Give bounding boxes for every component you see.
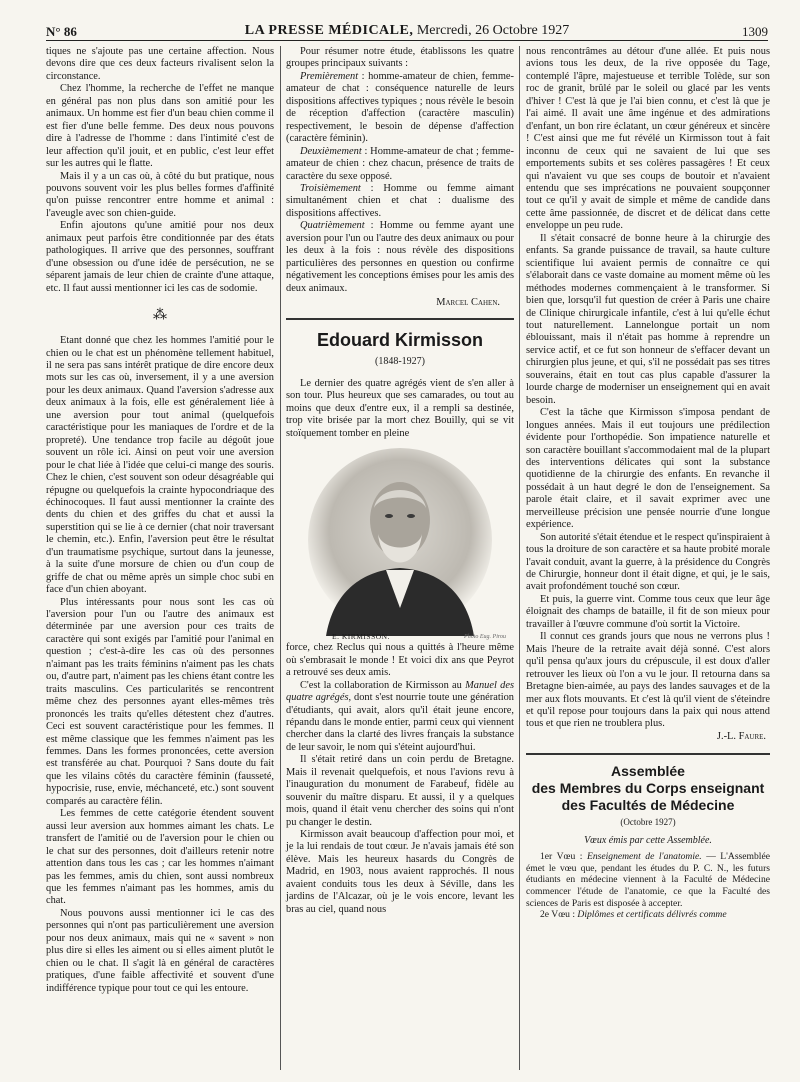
paragraph: Nous pouvons aussi mentionner ici le cas des personnes qui n'ont pas particulièrement une aversion pour nos deux animaux, mais qui ne « savent » non plus dire si elles les aiment ou si elles aiment plutôt le chien ou le chat. Il s'agit là en général de caractères pratiques, d'une faible affectivité et souvent d'une indifférence typique pour tout ce qui les entoure. (46, 907, 274, 994)
author-signature: Marcel Cahen. (436, 297, 500, 309)
column-divider (280, 46, 281, 1070)
group-item (286, 220, 514, 295)
resolution-item (526, 851, 770, 909)
resolution-text: — L'Assemblée émet le vœu que, pendant les études du P. C. N., les futurs étudiants en médecine viennent à la Faculté de Médecine commencer l'étude de l'anatomie, ce que la Faculté des sciences de Paris est disposée à accepter. (526, 851, 770, 909)
paragraph: Il connut ces grands jours que nous ne verrons plus ! Mais l'heure de la retraite avait déjà sonné. C'est alors qu'il pensa qu'aux jours du crépuscule, il est doux d'aller retrouver les lieux où l'on a vu le jour. Il retourna dans sa Bretagne bien-aimée, au pays des landes sauvages et de la mer aux flots mouvants. Et c'est là qu'il vient de s'éteindre et qu'il repose pour toujours dans la paix qui nous attend tous et que rien ne troublera plus. (526, 631, 770, 730)
group-text: : homme-amateur de chien, femme-amateur de chat : conséquence naturelle de leurs dispositions affectives typiques ; nous révèle le besoin de réception d'affection (caractère masculin) respectivement, le besoin de dépense d'affection (caractère féminin). (286, 70, 514, 145)
paragraph: Etant donné que chez les hommes l'amitié pour le chien ou le chat est un phénomène tellement habituel, il ne sera pas sans intérêt pratique de dire encore deux mots sur les cas où, inversement, il y a une aversion pour les deux animaux. Quand l'aversion s'adresse aux deux animaux à la fois, elle est généralement liée à une aversion pour tout animal (quelquefois caractéristique pour les maniaques de l'ordre et de la propreté). Une tendance trop facile au dégoût joue souvent un rôle ici. Ainsi on peut voir une aversion pour le chat liée à l'idée que celui-ci mange des souris. Chez le chien, c'est souvent son odeur désagréable qui répugne ou quelquefois la crainte hypocondriaque des échinocoques. Il faut aussi mentionner la crainte des dents du chien et des griffes du chat et aussi la superstition qui se lie à ce dernier (chat noir traversant le chemin, etc.). Enfin, l'aversion peut être le résultat d'un traumatisme psychique, surtout dans la jeunesse, à la suite d'une morsure de chien ou d'un coup de griffe de chat ou même après un simple choc subi en face d'un chien aboyant. (46, 335, 274, 596)
photo-credit: Photo Eug. Pirou (464, 634, 506, 641)
resolution-item (526, 909, 770, 921)
assembly-title (526, 763, 770, 814)
group-item (286, 183, 514, 220)
resolution-number: 1er Vœu : (540, 851, 583, 863)
author-signature: J.-L. Faure. (716, 730, 766, 742)
group-item (286, 71, 514, 146)
section-rule (526, 753, 770, 755)
assembly-date: (Octobre 1927) (620, 817, 676, 828)
section-rule (286, 318, 514, 320)
column-left (46, 46, 274, 995)
resolutions-heading: Vœux émis par cette Assemblée. (584, 834, 712, 846)
paragraph: C'est la tâche que Kirmisson s'imposa pendant de longues années. Mais il eut toujours une prédilection évidente pour l'orthopédie. Son impatience naturelle et son caractère bouillant s'accommodaient mal de la plupart des interventions délicates qui sont la substance quotidienne de la chirurgie des enfants. En revanche il possédait à un haut degré le don de l'enseignement. Sa parole était claire, et il savait exprimer avec une merveilleuse précision une pensée nourrie d'une longue expérience. (526, 407, 770, 531)
page-header (46, 20, 768, 41)
resolution-title: Diplômes et certificats délivrés comme (577, 909, 727, 921)
paragraph: Il s'était consacré de bonne heure à la chirurgie des enfants. Sa grande puissance de travail, sa haute culture scientifique lui avaient permis de connaître ce qui s'élaborait dans ce vaste domaine au moment même où les méthodes modernes commençaient à le transformer. Si bien que, lorsqu'il fut question de créer à Paris une chaire de Clinique chirurgicale infantile, c'est à lui qu'elle échut tout naturellement. Lannelongue portait un nom éblouissant, mais il n'était pas homme à reprendre un service actif, et ce fut son honneur de s'effacer devant un chirurgien plus jeune, et qui, s'il ne possédait pas ses titres souverains, était en tout cas plus capable d'assurer la lourde charge de moderniser un enseignement qui en avait besoin. (526, 232, 770, 406)
paragraph: Et puis, la guerre vint. Comme tous ceux que leur âge éloignait des champs de bataille, il fit de son mieux pour travailler à l'œuvre commune d'où sortit la Victoire. (526, 593, 770, 630)
page-number: 1309 (742, 24, 768, 39)
obituary-title: Edouard Kirmisson (316, 329, 484, 350)
paragraph: Kirmisson avait beaucoup d'affection pour moi, et je la lui rendais de tout cœur. Je n'avais jamais été son élève. Mais les heureux hasards du Congrès de Madrid, en 1903, nous avaient rapprochés. Il nous avaient conduits tous les deux à Séville, dans les jardins de l'Alcazar, où je le vois encore, levant les bras au ciel, quand nous (286, 829, 514, 915)
journal-title: LA PRESSE MÉDICALE, (244, 23, 414, 38)
paragraph: Il s'était retiré dans un coin perdu de Bretagne. Mais il revenait quelquefois, et nous l'avions revu à l'inauguration du monument de Farabeuf, fidèle au souvenir du maître disparu. Et aussi, il y a quelques mois, quand il était venu chercher des soins qui n'ont pu changer le destin. (286, 754, 514, 828)
paragraph: tiques ne s'ajoute pas une certaine affection. Nous devons dire que ces deux facteurs rivalisent selon la circonstance. (46, 46, 274, 82)
paragraph: Plus intéressants pour nous sont les cas où l'aversion pour l'un ou l'autre des animaux est déterminée par une aversion pour ces traits de caractère qui sont exigés par l'amitié pour l'animal en question ; c'est-à-dire les cas où des personnes n'aimant pas les traits féminins n'aiment pas les chats ou, d'autre part, n'aiment pas les chiens étant contre les traits masculins. Ces particularités se rencontrent même chez des personnes ayant elles-mêmes très prononcés les traits qu'elles détestent chez d'autres. Ceci est souvent caractéristique pour les femmes. Il est même classique que les femmes n'aiment pas les femmes. Dans les formes prononcées, cette aversion est transférée au chat. Pourquoi ? Sans doute du fait que les vilains côtés du caractère féminin (fausseté, hypocrisie, ruse, envie, méchanceté, etc.) sont souvent comparés au caractère félin. (46, 596, 274, 807)
paragraph: Enfin ajoutons qu'une amitié pour nos deux animaux peut parfois être conditionnée par des états pathologiques. Il arrive que des personnes, souffrant d'une obsession ou d'une idée de persécution, ne se séparent jamais de leur chien de crainte d'une attaque, etc. Il faut aussi mentionner ici les cas de sodomie. (46, 220, 274, 294)
resolution-number: 2e Vœu : (540, 909, 575, 921)
group-label: Deuxièmement (300, 145, 362, 157)
group-item (286, 146, 514, 183)
issue-date: Mercredi, 26 Octobre 1927 (416, 23, 570, 38)
assembly-title-line: des Facultés de Médecine (561, 797, 735, 814)
paragraph: nous rencontrâmes au détour d'une allée. Et puis nous avions tous les deux, de la rive opposée du Tage, contemplé l'âpre, majestueuse et terrible Tolède, sur son roc de granit, brûlé par le soleil ou glacé par les vents d'hiver ! C'est là que je l'ai bien connu, et c'est là que je l'ai aimé. Il avait une âme ingénue et des admirations d'enfant, un bon rire éclatant, un cœur généreux et sincère ! C'est ainsi que me fut révélé un Kirmisson tout à fait inconnu de ceux qui ne savaient de lui que ses emportements subits et ses colères passagères ! Et ceux qui n'avaient vu que ses coups de boutoir et n'avaient entendu que ses imprécations ne pouvaient soupçonner tout ce qu'il y avait de simple et même de candide dans cette âme passionnée, de discret et de délicat dans cette enveloppe un peu rude. (526, 46, 770, 232)
group-label: Troisièmement (300, 182, 361, 194)
column-middle (286, 46, 514, 916)
paragraph: Mais il y a un cas où, à côté du but pratique, nous pouvons souvent voir les plus belles formes d'affinité qu'on puisse rencontrer entre homme et animal : l'aveugle avec son chien-guide. (46, 170, 274, 219)
group-label: Quatrièmement (300, 220, 365, 232)
column-right (526, 46, 770, 921)
paragraph: C'est la collaboration de Kirmisson au Manuel des quatre agrégés, dont s'est nourrie toute une génération d'étudiants, qui avait, alors qu'il était jeune encore, répandu dans le monde entier, parmi ceux qui viennent chercher dans la clarté des livres français la substance de leur savoir, le nom qui s'éteint aujourd'hui. (286, 679, 514, 753)
paragraph: force, chez Reclus qui nous a quittés à l'heure même où s'embrasait le monde ! Et voici dix ans que Peyrot a retrouvé ses deux amis. (286, 642, 514, 679)
issue-number: N° 86 (46, 24, 77, 39)
paragraph: Son autorité s'était étendue et le respect qu'inspiraient à tous la droiture de son caractère et sa haute probité morale l'avait conduit, avant la guerre, à la présidence du Congrès de Chirurgie, honneur dont il était digne, et qui, je le sais, avait profondément touché son cœur. (526, 531, 770, 593)
paragraph: Pour résumer notre étude, établissons les quatre groupes principaux suivants : (286, 46, 514, 70)
column-divider (519, 46, 520, 1070)
group-label: Premièrement (300, 70, 359, 82)
photo-caption: E. KIRMISSON. (332, 632, 390, 642)
masthead (46, 23, 768, 39)
assembly-title-line: Assemblée (611, 763, 685, 780)
paragraph: Les femmes de cette catégorie étendent souvent aussi leur aversion aux hommes aimant les chats. Le transfert de l'amitié ou de l'aversion pour le chien ou le chat sur des personnes, doit d'ailleurs retenir notre attention dans tous les cas ; car les hommes n'aimant pas les femmes, amis du chien, sont aussi nombreux que les femmes n'aimant pas les hommes, amis du chat. (46, 808, 274, 907)
group-text: : Homme ou femme aimant simultanément chien et chat : dualisme des dispositions affectives. (286, 182, 514, 219)
section-asterism: ⁂ (153, 308, 167, 324)
paragraph: Chez l'homme, la recherche de l'effet ne manque en général pas non plus dans son amitié pour les animaux. Un homme est fier d'un beau chien comme il est fier d'une belle femme. Des deux nous pouvons dire à l'adresse de l'homme : dans l'intimité c'est de leur affection qu'il jouit, et en public, c'est leur effet sur les autres qui le flatte. (46, 83, 274, 170)
portrait-photo (286, 448, 514, 642)
resolution-title: Enseignement de l'anatomie. (586, 851, 702, 863)
group-text: : Homme ou femme ayant une aversion pour l'un ou l'autre des deux animaux ou pour les deux à la fois : nous révèle des dispositions particulières des personnes en question ou confirme négativement les conceptions émises pour les amis des deux animaux. (286, 220, 514, 294)
portrait-image (286, 448, 514, 636)
group-text: : Homme-amateur de chat ; femme-amateur de chien : chez chacun, présence de traits de caractère du sexe opposé. (286, 145, 514, 182)
paragraph: Le dernier des quatre agrégés vient de s'en aller à son tour. Plus heureux que ses camarades, ou tout au moins que deux d'entre eux, il a rempli sa destinée, trop vite brisée par la mort chez Bouilly, qui se vit stoïquement tomber en pleine (286, 377, 514, 439)
obituary-dates: (1848-1927) (375, 355, 425, 367)
assembly-title-line: des Membres du Corps enseignant (531, 780, 765, 797)
